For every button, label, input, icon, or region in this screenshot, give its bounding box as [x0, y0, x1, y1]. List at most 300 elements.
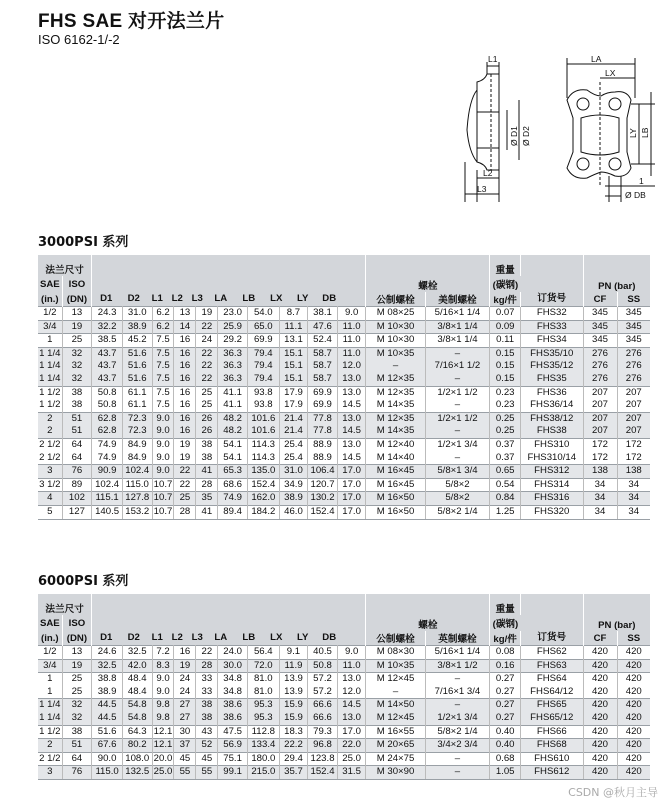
header-sae-unit: (in.) — [38, 631, 62, 646]
table-cell: 31.0 — [122, 307, 152, 321]
table-cell: 1 1/4 — [38, 373, 62, 386]
table-cell: 2 1/2 — [38, 452, 62, 465]
table-cell: 64 — [62, 752, 92, 766]
header-pn: PN (bar) — [583, 594, 650, 631]
table-cell: 74.9 — [92, 452, 123, 465]
table-cell: 13 — [174, 307, 196, 321]
table-cell: FHS316 — [521, 492, 584, 506]
table-cell: 34 — [617, 478, 650, 492]
table-cell: 16 — [174, 373, 196, 386]
table-cell: 3/4×2 3/4 — [425, 739, 490, 753]
table-cell: 45.2 — [122, 334, 152, 348]
table-cell: 38.9 — [279, 492, 308, 506]
table-cell: FHS65 — [521, 699, 584, 712]
table-cell: 345 — [583, 334, 617, 348]
table-cell: 48.4 — [122, 686, 152, 699]
table-cell: 3/8×1 1/2 — [425, 659, 490, 673]
table-cell: 9.0 — [337, 646, 366, 660]
table-cell: 50.8 — [92, 399, 123, 412]
table-cell: 22 — [174, 478, 196, 492]
header-l2: L2 — [171, 293, 183, 304]
table-row — [38, 478, 650, 492]
header-iso: ISO — [62, 615, 92, 631]
table-cell: 11.9 — [279, 659, 308, 673]
header-cf: CF — [583, 631, 617, 646]
table-cell: 7/16×1 3/4 — [425, 686, 490, 699]
table-cell: 9.0 — [152, 425, 174, 438]
table-cell: 2 — [38, 739, 62, 753]
table-cell: 26 — [196, 425, 218, 438]
table-cell: 17.9 — [279, 386, 308, 399]
table-cell: 1/2×1 3/4 — [425, 438, 490, 451]
table-cell: 51.6 — [92, 725, 123, 739]
table-cell: 7.5 — [152, 334, 174, 348]
table-cell: – — [425, 673, 490, 686]
table-cell: 22 — [196, 347, 218, 360]
table-cell: 13.1 — [279, 334, 308, 348]
table-cell: 276 — [617, 373, 650, 386]
header-sae-unit: (in.) — [38, 292, 62, 307]
table-cell: M 30×90 — [366, 766, 425, 780]
table-cell: 420 — [583, 766, 617, 780]
table-row — [38, 646, 650, 660]
header-bolt-metric: 公制螺栓 — [366, 292, 425, 307]
table-cell: FHS33 — [521, 320, 584, 334]
table-row — [38, 307, 650, 321]
table-cell: 135.0 — [247, 465, 279, 479]
table-cell: 32 — [62, 360, 92, 373]
table-cell: 0.08 — [490, 646, 521, 660]
table-cell: 47.5 — [218, 725, 248, 739]
table-cell: M 10×30 — [366, 320, 425, 334]
table-cell: 127 — [62, 505, 92, 519]
table-cell: 90.0 — [92, 752, 123, 766]
table-cell: 38 — [62, 399, 92, 412]
table-cell: 14 — [174, 320, 196, 334]
table-cell: 26 — [196, 412, 218, 425]
header-d1: D1 — [100, 293, 113, 304]
table-cell: 33 — [196, 686, 218, 699]
table-cell: 72.3 — [122, 425, 152, 438]
table-cell: 1 1/2 — [38, 399, 62, 412]
table-cell: M 12×35 — [366, 386, 425, 399]
table-cell: 0.15 — [490, 373, 521, 386]
table-cell: 25.4 — [279, 438, 308, 451]
header-bolt-group: 螺栓 — [366, 594, 490, 631]
table-cell: 13 — [62, 646, 92, 660]
table-cell: 9.0 — [152, 438, 174, 451]
table-cell: 4 — [38, 492, 62, 506]
table-cell: 84.9 — [122, 438, 152, 451]
table-cell: 99.1 — [218, 766, 248, 780]
table-cell: 56.4 — [247, 646, 279, 660]
table-cell: 57.2 — [308, 686, 338, 699]
table-cell: 8.7 — [279, 307, 308, 321]
table-cell: 420 — [617, 725, 650, 739]
header-iso-unit: (DN) — [62, 292, 92, 307]
table-cell: 12.0 — [337, 686, 366, 699]
table-cell: 420 — [617, 699, 650, 712]
header-bolt-inch: 美制螺栓 — [425, 292, 490, 307]
table-cell: 420 — [617, 752, 650, 766]
table-cell: 69.9 — [308, 386, 338, 399]
table-cell: 67.6 — [92, 739, 123, 753]
table-cell: 64 — [62, 438, 92, 451]
table-cell: 276 — [617, 347, 650, 360]
table-cell: 101.6 — [247, 425, 279, 438]
table-cell: 140.5 — [92, 505, 123, 519]
table-cell: 115.0 — [122, 478, 152, 492]
table-row — [38, 438, 650, 451]
header-l1: L1 — [151, 632, 163, 643]
table-cell: 74.9 — [92, 438, 123, 451]
table-cell: 41.1 — [218, 386, 248, 399]
header-ly: LY — [297, 293, 309, 304]
table-cell: 5/8×2 1/4 — [425, 505, 490, 519]
table-cell: 79.3 — [308, 725, 338, 739]
table-cell: M 10×30 — [366, 334, 425, 348]
table-cell: 80.2 — [122, 739, 152, 753]
table-cell: 24.6 — [92, 646, 123, 660]
table-cell: 3 — [38, 465, 62, 479]
table-cell: FHS610 — [521, 752, 584, 766]
table-cell: 24 — [174, 686, 196, 699]
table-cell: FHS36/14 — [521, 399, 584, 412]
table-cell: 7.5 — [152, 360, 174, 373]
table-cell: 21.4 — [279, 412, 308, 425]
table-cell: 43.7 — [92, 373, 123, 386]
table-cell: 420 — [583, 739, 617, 753]
table-cell: 22 — [196, 373, 218, 386]
table-cell: M 12×45 — [366, 673, 425, 686]
table-cell: 0.23 — [490, 386, 521, 399]
table-cell: 115.1 — [92, 492, 123, 506]
table-cell: 76 — [62, 465, 92, 479]
table-cell: 48.4 — [122, 673, 152, 686]
table-cell: 17.0 — [337, 492, 366, 506]
header-size-group: 法兰尺寸 — [38, 594, 92, 615]
header-bolt-group: 螺栓 — [366, 255, 490, 292]
table-cell: M 14×50 — [366, 699, 425, 712]
table-cell: 24.0 — [218, 646, 248, 660]
table-cell: 172 — [617, 438, 650, 451]
table-cell: FHS32 — [521, 307, 584, 321]
table-cell: 162.0 — [247, 492, 279, 506]
table-cell: M 12×35 — [366, 412, 425, 425]
table-cell: 9.0 — [152, 412, 174, 425]
table-cell: 15.1 — [279, 373, 308, 386]
table-cell: 420 — [583, 712, 617, 725]
table-cell: FHS64/12 — [521, 686, 584, 699]
table-cell: 25.0 — [337, 752, 366, 766]
table-cell: 420 — [617, 739, 650, 753]
table-cell: 34.9 — [279, 478, 308, 492]
table-cell: 0.09 — [490, 320, 521, 334]
table-cell: 38 — [62, 725, 92, 739]
table-cell: 88.9 — [308, 438, 338, 451]
table-cell: 15.1 — [279, 360, 308, 373]
table-cell: 40.5 — [308, 646, 338, 660]
table-cell: 32 — [62, 712, 92, 725]
table-cell: 9.8 — [152, 699, 174, 712]
table-cell: 1 — [38, 686, 62, 699]
header-l2: L2 — [171, 632, 183, 643]
table-cell: 14.5 — [337, 699, 366, 712]
table-cell: 56.9 — [218, 739, 248, 753]
table-cell: 17.9 — [279, 399, 308, 412]
table-cell: 34 — [617, 492, 650, 506]
table-cell: M 10×35 — [366, 659, 425, 673]
table-cell: 2 1/2 — [39, 438, 61, 450]
dim-label-d2: Ø D2 — [521, 126, 531, 146]
table-cell: 84.9 — [122, 452, 152, 465]
header-l3: L3 — [191, 293, 203, 304]
table-cell: 69.9 — [247, 334, 279, 348]
table-cell: 51.6 — [122, 347, 152, 360]
table-cell: 3/8×1 1/4 — [425, 334, 490, 348]
table-cell: FHS38 — [521, 425, 584, 438]
table-cell: 25 — [62, 686, 92, 699]
spec-table-6000 — [38, 594, 650, 780]
table-cell: 38.9 — [122, 320, 152, 334]
table-cell: 45 — [174, 752, 196, 766]
table-cell: 43.7 — [92, 360, 123, 373]
table-cell: 22.2 — [279, 739, 308, 753]
table-cell: 1 1/4 — [39, 360, 61, 372]
table-cell: 106.4 — [308, 465, 338, 479]
table-cell: 11.0 — [337, 320, 366, 334]
table-cell: 19 — [62, 320, 92, 334]
table-cell: 74.9 — [218, 492, 248, 506]
table-cell: 123.8 — [308, 752, 338, 766]
table-cell: 34 — [583, 492, 617, 506]
table-cell: M 10×35 — [366, 347, 425, 360]
table-cell: 1/2 — [38, 307, 62, 321]
watermark: CSDN @秋月主导 — [568, 786, 658, 799]
table-cell: 1 1/4 — [38, 712, 62, 725]
header-d1: D1 — [100, 632, 113, 643]
table-cell: 25 — [196, 386, 218, 399]
table-cell: 65.3 — [218, 465, 248, 479]
table-cell: 16 — [174, 412, 196, 425]
table-cell: 90.9 — [92, 465, 123, 479]
table-cell: 0.16 — [490, 659, 521, 673]
table-row — [38, 373, 650, 386]
table-cell: 17.0 — [337, 505, 366, 519]
table-cell: 35.7 — [279, 766, 308, 780]
table-cell: 54.8 — [122, 712, 152, 725]
header-bolt-metric: 公制螺栓 — [366, 631, 425, 646]
table-cell: 420 — [617, 712, 650, 725]
table-cell: 14.5 — [337, 399, 366, 412]
table-cell: 28 — [196, 478, 218, 492]
table-cell: 207 — [583, 386, 617, 399]
table-cell: 95.3 — [247, 699, 279, 712]
table-cell: M 14×35 — [366, 425, 425, 438]
table-cell: 6.2 — [152, 320, 174, 334]
table-cell: 5/16×1 1/4 — [425, 646, 490, 660]
table-cell: 115.0 — [92, 766, 123, 780]
table-cell: 9.0 — [152, 452, 174, 465]
table-cell: 7.2 — [152, 646, 174, 660]
table-cell: 0.27 — [490, 699, 521, 712]
table-cell: 57.2 — [308, 673, 338, 686]
table-cell: M 16×50 — [366, 492, 425, 506]
table-cell: 13.9 — [279, 686, 308, 699]
table-cell: 58.7 — [308, 360, 338, 373]
table-cell: 34.8 — [218, 673, 248, 686]
table-cell: 10.7 — [152, 492, 174, 506]
table-cell: 345 — [617, 320, 650, 334]
table-cell: 7.5 — [152, 347, 174, 360]
table-cell: 19 — [174, 438, 196, 451]
table-cell: 0.27 — [490, 712, 521, 725]
header-sae: SAE — [38, 615, 62, 631]
table-cell: 102.4 — [122, 465, 152, 479]
table-cell: 32 — [62, 699, 92, 712]
table-cell: FHS66 — [521, 725, 584, 739]
table-cell: 19 — [196, 307, 218, 321]
table-cell: 276 — [583, 347, 617, 360]
table-cell: 19 — [174, 659, 196, 673]
table-row — [38, 712, 650, 725]
table-row — [38, 452, 650, 465]
table-cell: 6.2 — [152, 307, 174, 321]
table-cell: M 14×40 — [366, 452, 425, 465]
table-cell: 0.40 — [490, 739, 521, 753]
table-cell: 276 — [583, 360, 617, 373]
table-cell: 420 — [617, 646, 650, 660]
table-cell: FHS36 — [521, 386, 584, 399]
table-cell: 207 — [617, 386, 650, 399]
table-cell: 207 — [617, 425, 650, 438]
table-cell: 5/8×1 3/4 — [425, 465, 490, 479]
table-cell: 32.5 — [122, 646, 152, 660]
table-cell: 1/2 — [38, 646, 62, 660]
table-cell: 420 — [583, 673, 617, 686]
header-weight-unit: kg/件 — [490, 631, 521, 646]
table-cell: 88.9 — [308, 452, 338, 465]
table-cell: 27 — [174, 699, 196, 712]
table-cell: 95.3 — [247, 712, 279, 725]
section-title-6000: 6000PSI 系列 — [38, 574, 129, 589]
table-cell: 77.8 — [308, 425, 338, 438]
table-cell: – — [425, 347, 490, 360]
table-cell: 44.5 — [92, 712, 123, 725]
table-cell: 34 — [583, 505, 617, 519]
table-cell: 64 — [62, 452, 92, 465]
table-cell: 51 — [62, 425, 92, 438]
table-cell: 34.8 — [218, 686, 248, 699]
table-cell: 24.3 — [92, 307, 123, 321]
table-cell: 25.9 — [218, 320, 248, 334]
dim-label-db: Ø DB — [625, 190, 646, 200]
table-cell: 184.2 — [247, 505, 279, 519]
table-cell: 11.1 — [279, 320, 308, 334]
table-cell: 152.4 — [247, 478, 279, 492]
table-cell: 14.5 — [337, 425, 366, 438]
table-cell: 35 — [196, 492, 218, 506]
table-cell: 420 — [583, 699, 617, 712]
header-ss: SS — [617, 631, 650, 646]
table-cell: FHS68 — [521, 739, 584, 753]
table-row — [38, 334, 650, 348]
table-cell: 1.25 — [490, 505, 521, 519]
dim-label-lx: LX — [605, 68, 616, 78]
table-row — [38, 725, 650, 739]
table-cell: 0.25 — [490, 425, 521, 438]
table-cell: M 12×45 — [366, 712, 425, 725]
table-cell: 420 — [583, 686, 617, 699]
table-cell: 58.7 — [308, 373, 338, 386]
table-cell: 30 — [174, 725, 196, 739]
table-cell: 32 — [62, 373, 92, 386]
table-cell: 61.1 — [122, 386, 152, 399]
table-cell: 1 — [38, 334, 62, 348]
table-cell: M 08×30 — [366, 646, 425, 660]
table-cell: 37 — [174, 739, 196, 753]
table-cell: 38.1 — [308, 307, 338, 321]
header-weight-unit: kg/件 — [490, 292, 521, 307]
table-cell: 17.0 — [337, 465, 366, 479]
table-cell: 96.8 — [308, 739, 338, 753]
table-cell: FHS65/12 — [521, 712, 584, 725]
page-subtitle: ISO 6162-1/-2 — [38, 32, 120, 47]
table-cell: M 12×35 — [366, 373, 425, 386]
table-cell: 43.7 — [92, 347, 123, 360]
table-cell: 64.3 — [122, 725, 152, 739]
table-cell: 420 — [583, 752, 617, 766]
table-cell: 38 — [196, 712, 218, 725]
table-cell: 0.15 — [490, 347, 521, 360]
table-cell: – — [425, 699, 490, 712]
table-cell: 41.1 — [218, 399, 248, 412]
table-row — [38, 412, 650, 425]
dim-label-d1: Ø D1 — [509, 126, 519, 146]
table-cell: 61.1 — [122, 399, 152, 412]
table-row — [38, 465, 650, 479]
table-cell: 9.0 — [152, 686, 174, 699]
table-cell: 1 1/2 — [39, 386, 61, 398]
table-cell: 345 — [617, 307, 650, 321]
table-cell: 1.05 — [490, 766, 521, 780]
table-cell: 48.2 — [218, 425, 248, 438]
header-d2: D2 — [127, 632, 140, 643]
table-cell: 42.0 — [122, 659, 152, 673]
table-cell: 0.25 — [490, 412, 521, 425]
table-cell: 9.0 — [152, 673, 174, 686]
table-cell: 28 — [174, 505, 196, 519]
table-cell: 420 — [583, 659, 617, 673]
table-cell: 55 — [174, 766, 196, 780]
table-cell: 1/2×1 1/2 — [425, 412, 490, 425]
table-cell: 102 — [62, 492, 92, 506]
table-cell: 420 — [617, 659, 650, 673]
table-cell: 25 — [62, 334, 92, 348]
header-lb: LB — [242, 293, 256, 304]
table-cell: 9.0 — [337, 307, 366, 321]
table-cell: 0.15 — [490, 360, 521, 373]
table-cell: 127.8 — [122, 492, 152, 506]
table-cell: 38.6 — [218, 712, 248, 725]
table-row — [38, 673, 650, 686]
table-cell: 38.5 — [92, 334, 123, 348]
table-cell: 44.5 — [92, 699, 123, 712]
table-cell: M 16×55 — [366, 725, 425, 739]
table-cell: 7.5 — [152, 386, 174, 399]
header-lb: LB — [242, 632, 256, 643]
table-cell: 38 — [62, 386, 92, 399]
